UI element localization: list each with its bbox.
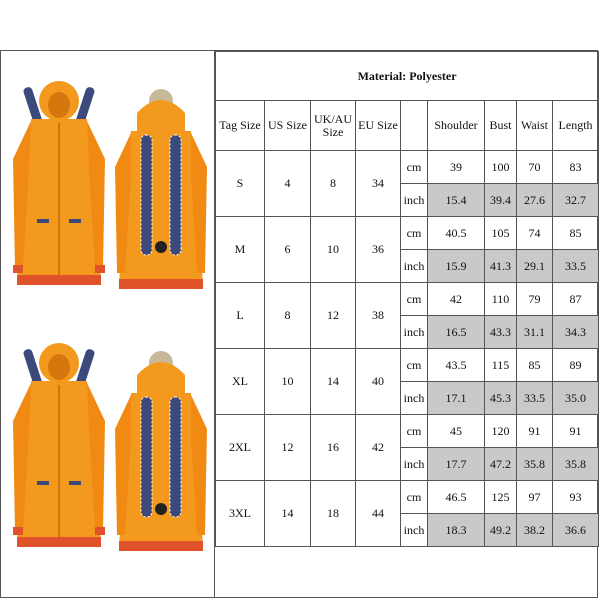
- bust-inch-cell: 49.2: [485, 514, 517, 547]
- waist-cm-cell: 70: [517, 151, 553, 184]
- bust-cm-cell: 115: [485, 349, 517, 382]
- size-row: [216, 151, 599, 184]
- eu-size-cell: 34: [356, 151, 401, 217]
- us-size-cell: 6: [265, 217, 311, 283]
- shoulder-cm-cell: 42: [428, 283, 485, 316]
- size-row: [216, 349, 599, 382]
- bust-cm-cell: 105: [485, 217, 517, 250]
- bust-cm-cell: 100: [485, 151, 517, 184]
- unit-inch-label: inch: [401, 382, 428, 415]
- unit-inch-label: inch: [401, 448, 428, 481]
- uk-size-cell: 16: [311, 415, 356, 481]
- bust-cm-cell: 125: [485, 481, 517, 514]
- shoulder-inch-cell: 15.4: [428, 184, 485, 217]
- waist-inch-cell: 27.6: [517, 184, 553, 217]
- eu-size-cell: 38: [356, 283, 401, 349]
- unit-cm-label: cm: [401, 151, 428, 184]
- tag-size-cell: M: [216, 217, 265, 283]
- length-cm-cell: 93: [553, 481, 599, 514]
- shoulder-cm-cell: 40.5: [428, 217, 485, 250]
- length-inch-cell: 35.8: [553, 448, 599, 481]
- waist-inch-cell: 33.5: [517, 382, 553, 415]
- hoodie-front-image: [9, 79, 109, 309]
- hoodie-back-image-2: [111, 349, 211, 579]
- size-row: [216, 415, 599, 448]
- length-cm-cell: 83: [553, 151, 599, 184]
- size-chart-frame: [0, 50, 598, 598]
- bust-inch-cell: 47.2: [485, 448, 517, 481]
- size-row: [216, 217, 599, 250]
- uk-size-cell: 10: [311, 217, 356, 283]
- waist-cm-cell: 74: [517, 217, 553, 250]
- bust-inch-cell: 41.3: [485, 250, 517, 283]
- waist-cm-cell: 97: [517, 481, 553, 514]
- length-cm-cell: 87: [553, 283, 599, 316]
- waist-inch-cell: 38.2: [517, 514, 553, 547]
- column-header: UK/AU Size: [311, 101, 356, 151]
- unit-cm-label: cm: [401, 481, 428, 514]
- bust-cm-cell: 120: [485, 415, 517, 448]
- waist-inch-cell: 31.1: [517, 316, 553, 349]
- tag-size-cell: L: [216, 283, 265, 349]
- bust-inch-cell: 39.4: [485, 184, 517, 217]
- us-size-cell: 8: [265, 283, 311, 349]
- length-inch-cell: 33.5: [553, 250, 599, 283]
- eu-size-cell: 42: [356, 415, 401, 481]
- shoulder-inch-cell: 15.9: [428, 250, 485, 283]
- bust-inch-cell: 45.3: [485, 382, 517, 415]
- shoulder-inch-cell: 17.7: [428, 448, 485, 481]
- material-title: Material: Polyester: [216, 52, 599, 101]
- column-header: [401, 101, 428, 151]
- unit-inch-label: inch: [401, 184, 428, 217]
- uk-size-cell: 18: [311, 481, 356, 547]
- column-header: Length: [553, 101, 599, 151]
- bust-cm-cell: 110: [485, 283, 517, 316]
- tag-size-cell: 2XL: [216, 415, 265, 481]
- shoulder-inch-cell: 17.1: [428, 382, 485, 415]
- eu-size-cell: 40: [356, 349, 401, 415]
- us-size-cell: 12: [265, 415, 311, 481]
- hoodie-front-image-2: [9, 341, 109, 571]
- waist-cm-cell: 85: [517, 349, 553, 382]
- shoulder-inch-cell: 16.5: [428, 316, 485, 349]
- uk-size-cell: 8: [311, 151, 356, 217]
- shoulder-cm-cell: 46.5: [428, 481, 485, 514]
- unit-inch-label: inch: [401, 250, 428, 283]
- column-header: Bust: [485, 101, 517, 151]
- eu-size-cell: 36: [356, 217, 401, 283]
- tag-size-cell: XL: [216, 349, 265, 415]
- tag-size-cell: S: [216, 151, 265, 217]
- column-header: EU Size: [356, 101, 401, 151]
- waist-inch-cell: 35.8: [517, 448, 553, 481]
- waist-cm-cell: 91: [517, 415, 553, 448]
- unit-cm-label: cm: [401, 349, 428, 382]
- length-inch-cell: 36.6: [553, 514, 599, 547]
- size-row: [216, 283, 599, 316]
- unit-cm-label: cm: [401, 283, 428, 316]
- length-inch-cell: 35.0: [553, 382, 599, 415]
- size-table: [215, 51, 599, 547]
- length-cm-cell: 91: [553, 415, 599, 448]
- length-cm-cell: 89: [553, 349, 599, 382]
- size-row: [216, 481, 599, 514]
- waist-inch-cell: 29.1: [517, 250, 553, 283]
- shoulder-cm-cell: 39: [428, 151, 485, 184]
- length-cm-cell: 85: [553, 217, 599, 250]
- uk-size-cell: 12: [311, 283, 356, 349]
- product-photos-panel: [1, 51, 215, 597]
- bust-inch-cell: 43.3: [485, 316, 517, 349]
- shoulder-inch-cell: 18.3: [428, 514, 485, 547]
- shoulder-cm-cell: 43.5: [428, 349, 485, 382]
- eu-size-cell: 44: [356, 481, 401, 547]
- unit-inch-label: inch: [401, 514, 428, 547]
- length-inch-cell: 34.3: [553, 316, 599, 349]
- column-header: Waist: [517, 101, 553, 151]
- us-size-cell: 10: [265, 349, 311, 415]
- tag-size-cell: 3XL: [216, 481, 265, 547]
- us-size-cell: 4: [265, 151, 311, 217]
- column-header: Tag Size: [216, 101, 265, 151]
- unit-inch-label: inch: [401, 316, 428, 349]
- uk-size-cell: 14: [311, 349, 356, 415]
- hoodie-back-image: [111, 87, 211, 317]
- waist-cm-cell: 79: [517, 283, 553, 316]
- unit-cm-label: cm: [401, 415, 428, 448]
- column-header: Shoulder: [428, 101, 485, 151]
- column-header: US Size: [265, 101, 311, 151]
- unit-cm-label: cm: [401, 217, 428, 250]
- us-size-cell: 14: [265, 481, 311, 547]
- shoulder-cm-cell: 45: [428, 415, 485, 448]
- length-inch-cell: 32.7: [553, 184, 599, 217]
